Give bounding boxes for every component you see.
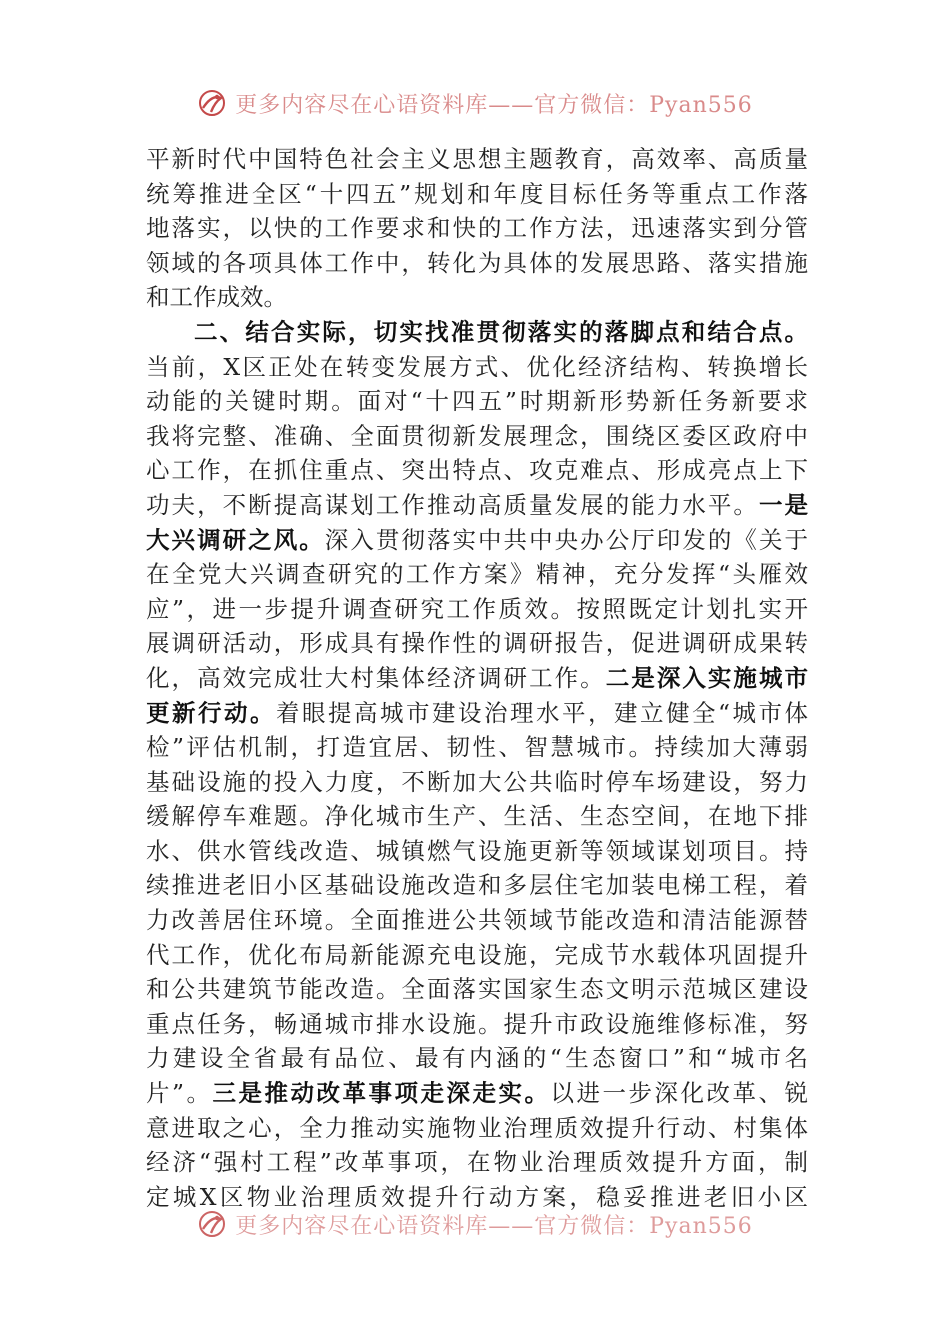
text-line: [146, 1145, 808, 1180]
text-run: 当前，X区正处在转变发展方式、优化经济结构、转换增长: [146, 352, 808, 381]
text-run: 地落实，以快的工作要求和快的工作方法，迅速落实到分管: [146, 214, 808, 243]
text-line: [146, 557, 808, 592]
bold-phrase: 二是深入实施城市: [605, 663, 809, 692]
text-line: [146, 280, 808, 315]
bold-phrase: 更新行动。: [146, 698, 276, 727]
text-line: [146, 765, 808, 800]
text-run: 应”，进一步提升调查研究工作质效。按照既定计划扎实开: [146, 594, 808, 623]
bold-phrase: 一是: [758, 490, 809, 519]
text-run: 力建设全省最有品位、最有内涵的“生态窗口”和“城市名: [146, 1044, 808, 1073]
text-run: 经济“强村工程”改革事项，在物业治理质效提升方面，制: [146, 1148, 808, 1177]
text-line: [146, 661, 808, 696]
text-run: 基础设施的投入力度，不断加大公共临时停车场建设，努力: [146, 767, 808, 796]
text-run: 水、供水管线改造、城镇燃气设施更新等领域谋划项目。持: [146, 836, 808, 865]
watermark-text: 更多内容尽在心语资料库——官方微信：Pyan556: [235, 1213, 753, 1239]
text-run: 展调研活动，形成具有操作性的调研报告，促进调研成果转: [146, 629, 808, 658]
text-run: 平新时代中国特色社会主义思想主题教育，高效率、高质量: [146, 145, 808, 173]
text-run: 领域的各项具体工作中，转化为具体的发展思路、落实措施: [146, 248, 808, 277]
text-line: [146, 523, 808, 558]
header-watermark: [0, 84, 950, 122]
text-line: [146, 211, 808, 246]
text-line: [146, 488, 808, 523]
text-run: 深入贯彻落实中共中央办公厅印发的《关于: [324, 525, 809, 554]
text-line: [146, 350, 808, 385]
text-line: [146, 177, 808, 212]
brand-logo-icon: [197, 1209, 227, 1239]
text-run: 动能的关键时期。面对“十四五”时期新形势新任务新要求: [146, 387, 808, 416]
document-body: [146, 142, 808, 1214]
brand-logo-icon: [197, 88, 227, 118]
text-line: [146, 1111, 808, 1146]
text-run: 和公共建筑节能改造。全面落实国家生态文明示范城区建设: [146, 975, 808, 1004]
text-line: [146, 938, 808, 973]
text-run: 代工作，优化布局新能源充电设施，完成节水载体巩固提升: [146, 940, 808, 969]
text-run: 功夫，不断提高谋划工作推动高质量发展的能力水平。: [146, 490, 759, 519]
text-run: 化，高效完成壮大村集体经济调研工作。: [146, 663, 606, 692]
text-line: [146, 903, 808, 938]
heading-text: 二、结合实际，切实找准贯彻落实的落脚点和结合点。: [194, 317, 808, 346]
bold-phrase: 三是推动改革事项走深走实。: [212, 1079, 551, 1108]
section-heading: [146, 315, 808, 350]
text-run: 意进取之心，全力推动实施物业治理质效提升行动、村集体: [146, 1113, 808, 1142]
text-line: [146, 626, 808, 661]
text-line: [146, 1041, 808, 1076]
text-line: [146, 246, 808, 281]
text-run: 定城X区物业治理质效提升行动方案，稳妥推进老旧小区: [146, 1182, 808, 1211]
text-run: 重点任务，畅通城市排水设施。提升市政设施维修标准，努: [146, 1009, 808, 1038]
text-line: [146, 142, 808, 177]
text-run: 着眼提高城市建设治理水平，建立健全“城市体: [276, 698, 809, 727]
text-line: [146, 868, 808, 903]
text-line: [146, 799, 808, 834]
text-line: [146, 1076, 808, 1111]
footer-watermark: [0, 1206, 950, 1242]
text-run: 力改善居住环境。全面推进公共领域节能改造和清洁能源替: [146, 906, 808, 935]
watermark-text: 更多内容尽在心语资料库——官方微信：Pyan556: [235, 92, 753, 118]
text-run: 以进一步深化改革、锐: [550, 1079, 809, 1108]
text-run: 我将完整、准确、全面贯彻新发展理念，围绕区委区政府中: [146, 421, 808, 450]
text-line: [146, 1007, 808, 1042]
text-run: 片”。: [146, 1079, 213, 1108]
text-line: [146, 419, 808, 454]
text-run: 统筹推进全区“十四五”规划和年度目标任务等重点工作落: [146, 179, 808, 208]
text-line: [146, 384, 808, 419]
text-line: [146, 834, 808, 869]
text-run: 缓解停车难题。净化城市生产、生活、生态空间，在地下排: [146, 802, 808, 831]
text-run: 在全党大兴调查研究的工作方案》精神，充分发挥“头雁效: [146, 560, 808, 589]
text-line: [146, 972, 808, 1007]
text-run: 和工作成效。: [146, 283, 287, 312]
text-run: 检”评估机制，打造宜居、韧性、智慧城市。持续加大薄弱: [146, 733, 808, 762]
text-run: 续推进老旧小区基础设施改造和多层住宅加装电梯工程，着: [146, 871, 808, 900]
bold-phrase: 大兴调研之风。: [146, 525, 325, 554]
text-run: 心工作，在抓住重点、突出特点、攻克难点、形成亮点上下: [146, 456, 808, 485]
text-line: [146, 592, 808, 627]
text-line: [146, 453, 808, 488]
text-line: [146, 730, 808, 765]
text-line: [146, 696, 808, 731]
